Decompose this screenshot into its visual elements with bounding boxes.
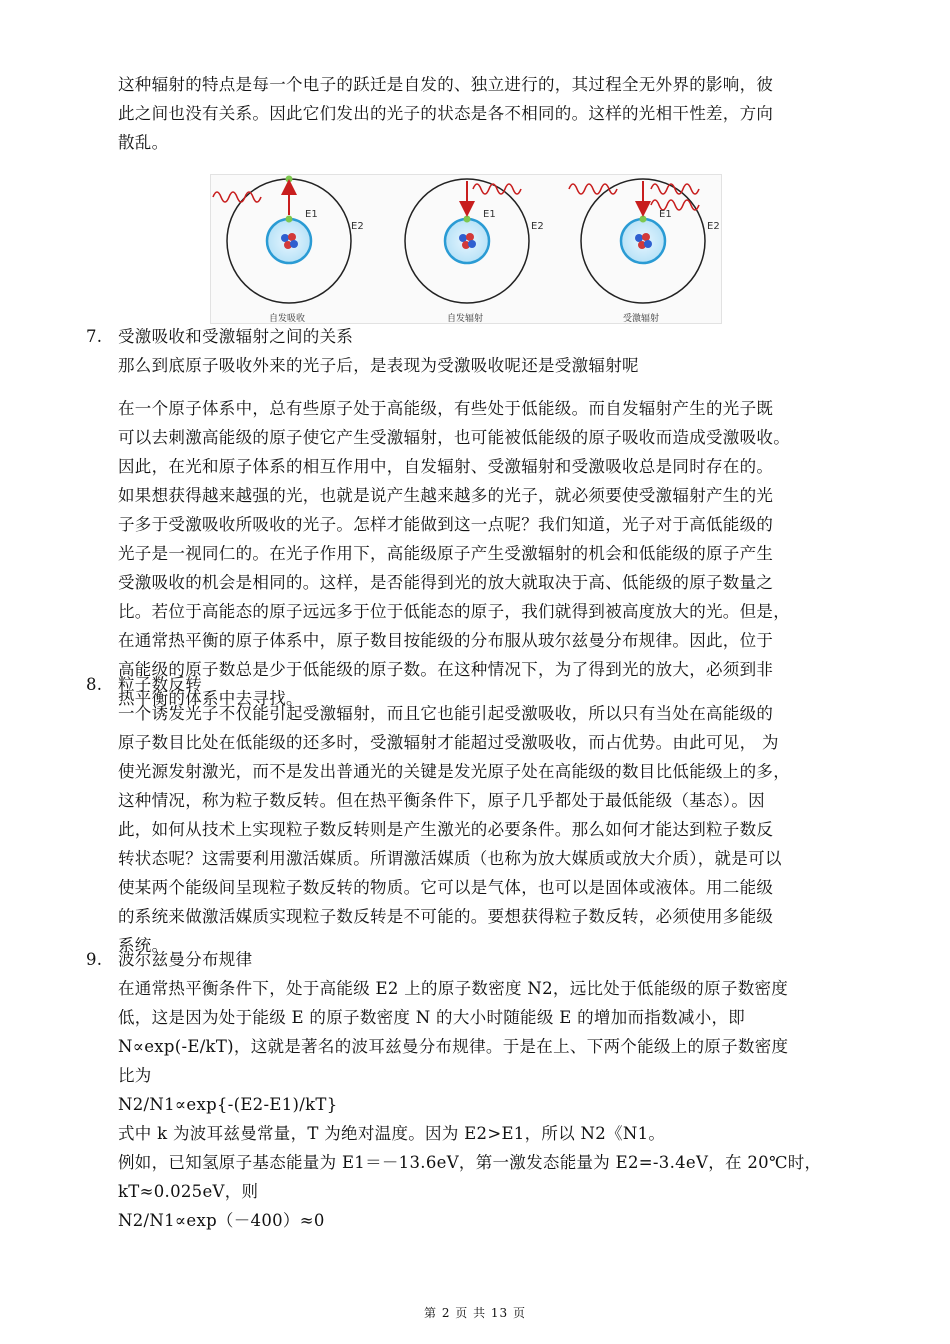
panel-absorption [213, 176, 364, 325]
text-line: 因此，在光和原子体系的相互作用中，自发辐射、受激辐射和受激吸收总是同时存在的。 [118, 457, 774, 476]
text-line: 使某两个能级间呈现粒子数反转的物质。它可以是气体，也可以是固体或液体。用二能级 [118, 878, 774, 897]
text-line: 原子数目比处在低能级的还多时，受激辐射才能超过受激吸收，而占优势。由此可见， 为 [118, 733, 779, 752]
text-line: 热平衡的体系中去寻找。 [118, 689, 303, 708]
section-title: 受激吸收和受激辐射之间的关系 [118, 327, 354, 346]
photon-wave-incoming [569, 184, 617, 194]
text-line: 例如，已知氢原子基态能量为 E1＝－13.6eV，第一激发态能量为 E2=-3.4eV，在 20℃时， [118, 1153, 822, 1172]
section-7-paragraph [118, 394, 863, 713]
section-8-heading [86, 670, 202, 699]
text-line: kT≈0.025eV，则 [118, 1182, 259, 1201]
formula-line: N2/N1∝exp（－400）≈0 [118, 1211, 325, 1230]
electron-e1 [286, 216, 293, 223]
label-e2: E2 [531, 221, 544, 232]
text-line: 在一个原子体系中，总有些原子处于高能级，有些处于低能级。而自发辐射产生的光子既 [118, 399, 774, 418]
text-line: 系统。 [118, 936, 169, 955]
text-line: 式中 k 为波耳兹曼常量，T 为绝对温度。因为 E2>E1，所以 N2《N1。 [118, 1124, 666, 1143]
intro-paragraph [118, 70, 863, 157]
label-e1: E1 [305, 209, 318, 220]
text-line: 比。若位于高能态的原子远远多于位于低能态的原子，我们就得到被高度放大的光。但是， [118, 602, 790, 621]
electron-e2 [286, 176, 293, 183]
text-line: 光子是一视同仁的。在光子作用下，高能级原子产生受激辐射的机会和低能级的原子产生 [118, 544, 774, 563]
text-line: 散乱。 [118, 133, 169, 152]
panel-stimulated-emission [569, 179, 720, 324]
panel-spontaneous-emission [405, 179, 544, 324]
text-line: 这种情况，称为粒子数反转。但在热平衡条件下，原子几乎都处于最低能级（基态）。因 [118, 791, 765, 810]
label-e2: E2 [707, 221, 720, 232]
label-e1: E1 [483, 209, 496, 220]
section-title: 波尔兹曼分布规律 [118, 950, 253, 969]
section-number: 7. [86, 327, 103, 346]
section-7-question [118, 351, 863, 380]
text-line: 使光源发射激光，而不是发出普通光的关键是发光原子处在高能级的数目比低能级上的多， [118, 762, 790, 781]
formula-line: N2/N1∝exp{-(E2-E1)/kT} [118, 1095, 338, 1114]
text-line: 在通常热平衡的原子体系中，原子数目按能级的分布服从玻尔兹曼分布规律。因此，位于 [118, 631, 774, 650]
text-line: 此，如何从技术上实现粒子数反转则是产生激光的必要条件。那么如何才能达到粒子数反 [118, 820, 774, 839]
caption-absorption: 自发吸收 [269, 314, 306, 324]
atom-diagram [211, 175, 723, 325]
section-title: 粒子数反转 [118, 675, 202, 694]
text-line: 的系统来做激活媒质实现粒子数反转是不可能的。要想获得粒子数反转，必须使用多能级 [118, 907, 774, 926]
section-8-paragraph [118, 699, 863, 960]
label-e2: E2 [351, 221, 364, 232]
text-line: 子多于受激吸收所吸收的光子。怎样才能做到这一点呢？我们知道，光子对于高低能级的 [118, 515, 774, 534]
text-line: 比为 [118, 1066, 152, 1085]
text-line: 一个诱发光子不仅能引起受激辐射，而且它也能引起受激吸收，所以只有当处在高能级的 [118, 704, 774, 723]
text-line: 转状态呢？这需要利用激活媒质。所谓激活媒质（也称为放大媒质或放大介质），就是可以 [118, 849, 782, 868]
section-9-heading [86, 945, 252, 974]
label-e1: E1 [659, 209, 672, 220]
caption-spontaneous-emission: 自发辐射 [447, 314, 484, 324]
section-number: 9. [86, 950, 103, 969]
photon-wave [213, 192, 261, 202]
text-line: N∝exp(-E/kT)，这就是著名的波耳兹曼分布规律。于是在上、下两个能级上的原子数密度 [118, 1037, 789, 1056]
text-line: 此之间也没有关系。因此它们发出的光子的状态是各不相同的。这样的光相干性差，方向 [118, 104, 774, 123]
text-line: 那么到底原子吸收外来的光子后，是表现为受激吸收呢还是受激辐射呢 [118, 356, 639, 375]
section-9-paragraph [118, 974, 863, 1235]
text-line: 这种辐射的特点是每一个电子的跃迁是自发的、独立进行的，其过程全无外界的影响，彼 [118, 75, 774, 94]
text-line: 低，这是因为处于能级 E 的原子数密度 N 的大小时随能级 E 的增加而指数减小，即 [118, 1008, 746, 1027]
text-line: 高能级的原子数总是少于低能级的原子数。在这种情况下，为了得到光的放大，必须到非 [118, 660, 774, 679]
photon-wave [473, 184, 521, 194]
text-line: 在通常热平衡条件下，处于高能级 E2 上的原子数密度 N2，远比处于低能级的原子数密度 [118, 979, 789, 998]
text-line: 受激吸收的机会是相同的。这样，是否能得到光的放大就取决于高、低能级的原子数量之 [118, 573, 774, 592]
text-line: 可以去刺激高能级的原子使它产生受激辐射，也可能被低能级的原子吸收而造成受激吸收。 [118, 428, 790, 447]
caption-stimulated-emission: 受激辐射 [623, 314, 660, 324]
section-7-heading [86, 322, 353, 351]
photon-wave-out-1 [651, 184, 699, 194]
text-line: 如果想获得越来越强的光，也就是说产生越来越多的光子，就必须要使受激辐射产生的光 [118, 486, 774, 505]
atom-emission-figure [210, 174, 722, 324]
page-number-footer: 第 2 页 共 13 页 [424, 1306, 526, 1320]
section-number: 8. [86, 675, 103, 694]
